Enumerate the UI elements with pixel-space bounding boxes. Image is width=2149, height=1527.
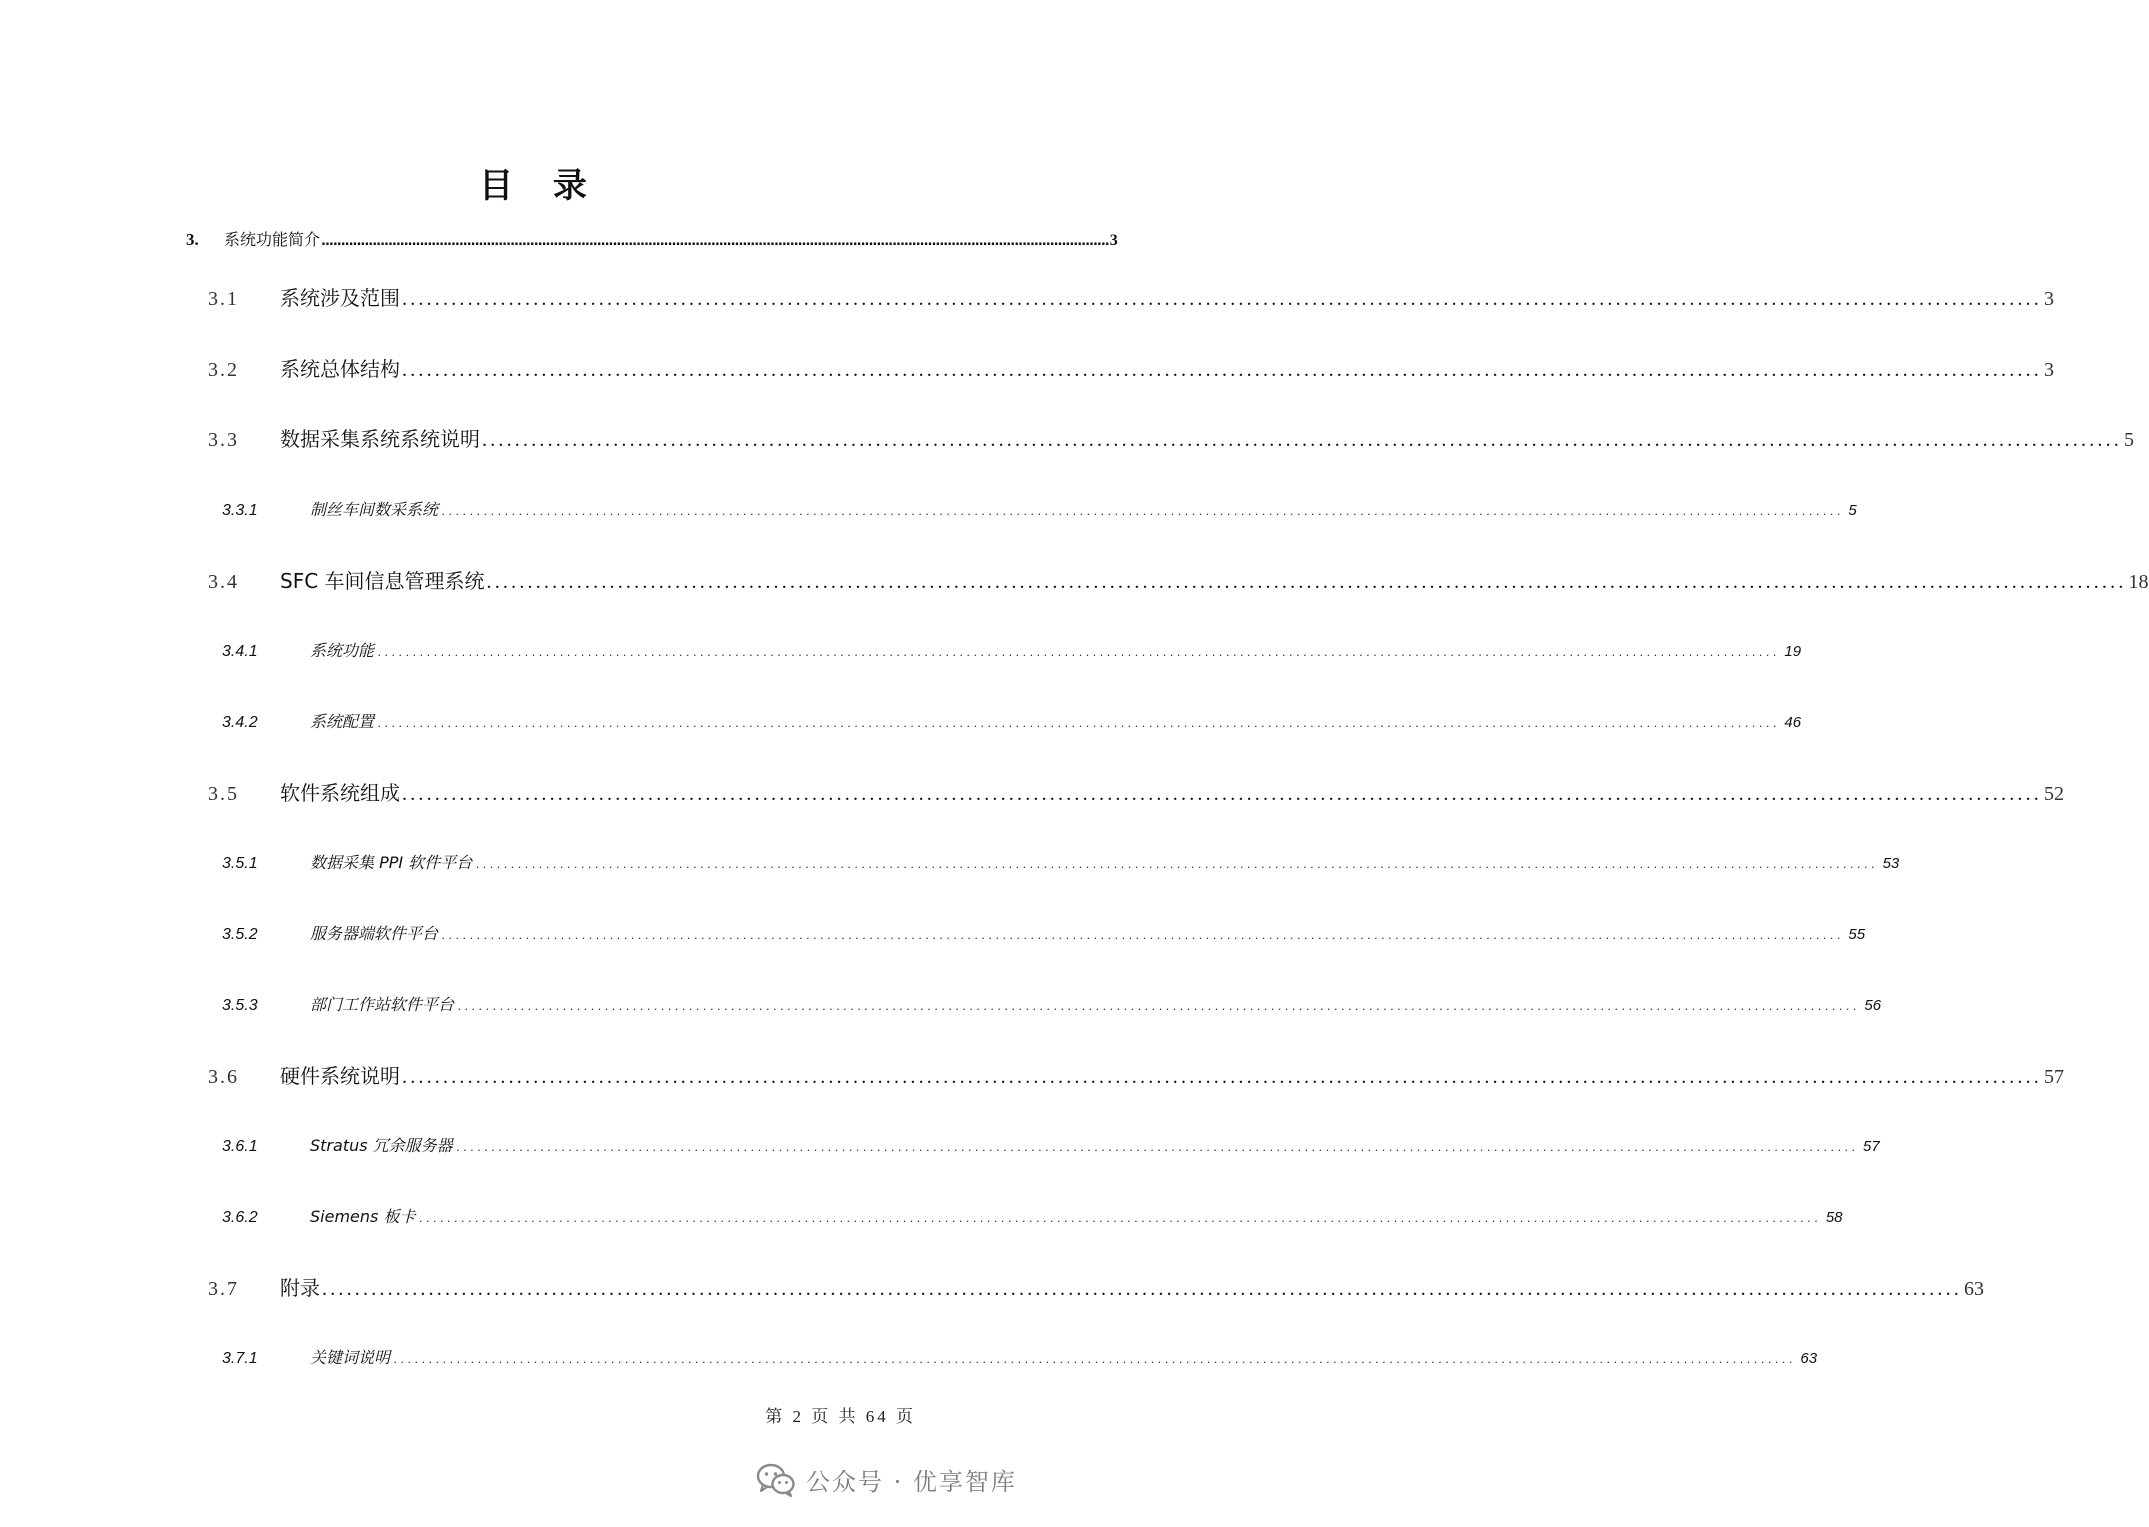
toc-entry-page: 63 — [1800, 1350, 1818, 1367]
toc-entry-title: 数据采集系统系统说明 — [280, 427, 480, 451]
toc-dot-leader: ........................................................................................................................................................................................................ — [321, 234, 1109, 249]
toc-entry[interactable] — [222, 1133, 1880, 1159]
toc-entry-title: 软件系统组成 — [280, 781, 400, 805]
toc-entry[interactable] — [222, 497, 1857, 523]
toc-entry-page: 19 — [1784, 643, 1802, 660]
toc-dot-leader: ........................................................................................................................................................................................................ — [482, 429, 2122, 451]
toc-entry-page: 3 — [1109, 232, 1118, 249]
toc-entry-title: 系统总体结构 — [280, 357, 400, 381]
toc-entry-page: 5 — [1848, 502, 1857, 519]
toc-entry-title: 部门工作站软件平台 — [310, 995, 455, 1014]
toc-entry-number: 3.3.1 — [222, 502, 258, 519]
toc-entry-number: 3.6.2 — [222, 1209, 258, 1226]
toc-entry[interactable] — [222, 1204, 1843, 1230]
toc-entry-title: 硬件系统说明 — [280, 1064, 400, 1088]
toc-entry[interactable] — [208, 777, 2064, 809]
toc-entry-number: 3.2 — [208, 359, 239, 381]
toc-entry-page: 18 — [2128, 571, 2149, 593]
toc-dot-leader: ........................................................................................................................................................................................................ — [476, 856, 1879, 871]
toc-entry-number: 3.1 — [208, 288, 239, 310]
toc-entry-page: 58 — [1825, 1209, 1843, 1226]
toc-entry-number: 3.5.1 — [222, 855, 258, 872]
toc-dot-leader: ........................................................................................................................................................................................................ — [402, 783, 2042, 805]
toc-entry-page: 46 — [1784, 714, 1802, 731]
wechat-icon — [756, 1463, 796, 1497]
watermark-text: 公众号 · 优享智库 — [806, 1468, 1017, 1496]
toc-dot-leader: ........................................................................................................................................................................................................ — [419, 1210, 1822, 1225]
toc-dot-leader: ........................................................................................................................................................................................................ — [402, 1066, 2042, 1088]
toc-entry[interactable] — [208, 423, 2134, 455]
toc-entry[interactable] — [222, 850, 1900, 876]
toc-entry-number: 3.4.2 — [222, 714, 258, 731]
toc-entry[interactable] — [222, 992, 1882, 1018]
toc-dot-leader: ........................................................................................................................................................................................................ — [442, 503, 1845, 518]
toc-dot-leader: ........................................................................................................................................................................................................ — [378, 644, 1781, 659]
toc-entry-number: 3. — [186, 230, 199, 249]
toc-entry-number: 3.5.3 — [222, 997, 258, 1014]
toc-entry-number: 3.3 — [208, 429, 239, 451]
toc-entry-title: 数据采集 PPI 软件平台 — [310, 853, 473, 872]
toc-entry-number: 3.5 — [208, 783, 239, 805]
toc-entry-number: 3.4 — [208, 571, 239, 593]
toc-entry-title: 服务器端软件平台 — [310, 924, 439, 943]
watermark — [756, 1462, 1017, 1497]
toc-entry-number: 3.7 — [208, 1278, 239, 1300]
toc-entry-title: SFC 车间信息管理系统 — [280, 569, 485, 593]
page-footer: 第 2 页 共 64 页 — [765, 1407, 916, 1426]
toc-entry-number: 3.6 — [208, 1066, 239, 1088]
toc-entry-title: 关键词说明 — [310, 1348, 391, 1367]
toc-entry[interactable] — [222, 921, 1866, 947]
toc-entry-title: Stratus 冗余服务器 — [310, 1136, 453, 1155]
toc-dot-leader: ........................................................................................................................................................................................................ — [378, 715, 1781, 730]
toc-entry[interactable] — [208, 1060, 2064, 1092]
toc-dot-leader: ........................................................................................................................................................................................................ — [456, 1139, 1860, 1154]
toc-entry-number: 3.7.1 — [222, 1350, 258, 1367]
toc-entry[interactable] — [208, 353, 2054, 385]
toc-dot-leader: ........................................................................................................................................................................................................ — [322, 1278, 1962, 1300]
toc-entry[interactable] — [222, 638, 1802, 664]
toc-entry-title: 系统功能简介 — [224, 230, 321, 249]
toc-dot-leader: ........................................................................................................................................................................................................ — [402, 288, 2042, 310]
toc-dot-leader: ........................................................................................................................................................................................................ — [394, 1351, 1797, 1366]
toc-entry-page: 52 — [2044, 783, 2064, 805]
toc-entry[interactable] — [222, 1345, 1818, 1371]
toc-entry-page: 55 — [1848, 926, 1866, 943]
toc-entry-number: 3.5.2 — [222, 926, 258, 943]
toc-entry-title: 系统功能 — [310, 641, 375, 660]
toc-dot-leader: ........................................................................................................................................................................................................ — [458, 998, 1861, 1013]
toc-entry-page: 3 — [2044, 359, 2054, 381]
page-title: 目 录 — [479, 166, 601, 206]
toc-entry[interactable] — [186, 228, 1118, 252]
toc-entry[interactable] — [222, 709, 1802, 735]
toc-entry-page: 57 — [2044, 1066, 2064, 1088]
toc-dot-leader: ........................................................................................................................................................................................................ — [486, 571, 2127, 593]
toc-entry[interactable] — [208, 1272, 1984, 1304]
toc-dot-leader: ........................................................................................................................................................................................................ — [442, 927, 1845, 942]
toc-entry-page: 3 — [2044, 288, 2054, 310]
toc-entry-page: 63 — [1964, 1278, 1984, 1300]
toc-entry[interactable] — [208, 565, 2149, 597]
toc-entry-number: 3.4.1 — [222, 643, 258, 660]
toc-entry-page: 5 — [2124, 429, 2134, 451]
toc-entry-page: 56 — [1864, 997, 1882, 1014]
toc-entry-page: 53 — [1882, 855, 1900, 872]
toc-entry-page: 57 — [1863, 1138, 1880, 1155]
toc-entry-number: 3.6.1 — [222, 1138, 258, 1155]
toc-entry[interactable] — [208, 282, 2054, 314]
toc-entry-title: 附录 — [280, 1276, 320, 1300]
toc-entry-title: 系统配置 — [310, 712, 375, 731]
toc-entry-title: 系统涉及范围 — [280, 286, 400, 310]
toc-entry-title: 制丝车间数采系统 — [310, 500, 439, 519]
toc-entry-title: Siemens 板卡 — [310, 1207, 416, 1226]
toc-dot-leader: ........................................................................................................................................................................................................ — [402, 359, 2042, 381]
